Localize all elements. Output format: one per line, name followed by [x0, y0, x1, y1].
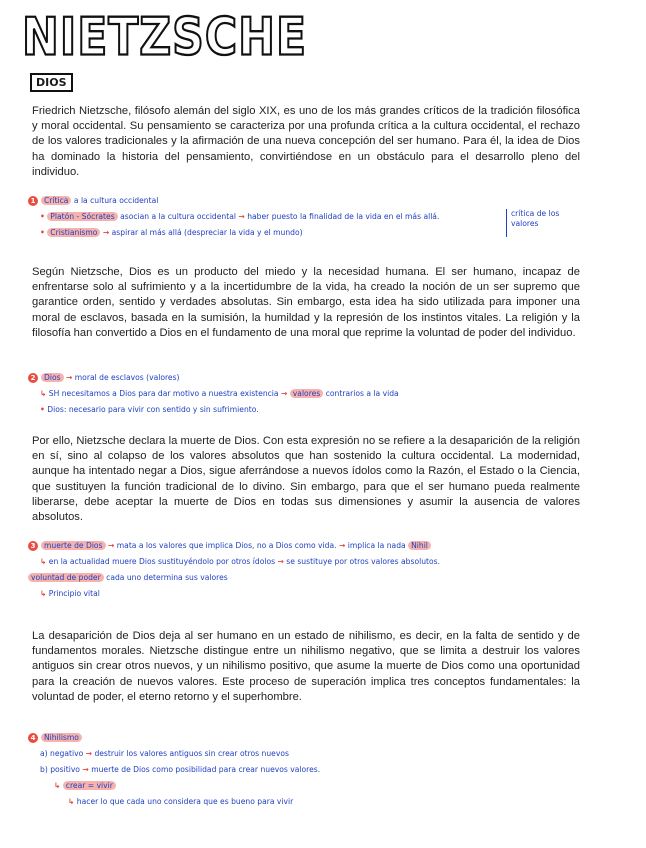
note-text: SH necesitamos a Dios para dar motivo a nuestra existencia	[48, 389, 279, 398]
arrow-right-icon: →	[65, 373, 73, 382]
note-text: b) positivo	[40, 765, 80, 774]
highlight: Nihil	[408, 541, 431, 550]
brace-annotation: crítica de los valores	[506, 209, 571, 237]
note-text: Principio vital	[48, 589, 100, 598]
note-text: asocian a la cultura occidental	[120, 212, 236, 221]
note-text: a la cultura occidental	[73, 196, 159, 205]
note-number: 1	[28, 196, 38, 206]
arrow-right-icon: →	[107, 541, 115, 550]
notes-block-4	[28, 730, 320, 810]
note-line	[28, 778, 320, 794]
note-number: 3	[28, 541, 38, 551]
notes-heading	[28, 538, 440, 554]
note-text: hacer lo que cada uno considera que es bueno para vivir	[76, 797, 294, 806]
highlight: valores	[290, 389, 324, 398]
arrow-right-icon: →	[102, 228, 110, 237]
paragraph-2: Según Nietzsche, Dios es un producto del miedo y la necesidad humana. El ser humano, incapaz de enfrentarse solo al sufrimiento y a la incertidumbre de la vida, ha creado la noción de un ser supremo que garantice orden, sentido y verdades absolutas. Sin embargo, esta idea ha sido utilizada para imponer una moral de esclavos, basada en la sumisión, la humildad y la represión de los instintos vitales. La religión y la filosofía han convertido a Dios en el fundamento de una moral que reprime la voluntad de poder del individuo.	[32, 266, 580, 339]
page-title: NIETZSCHE	[22, 7, 308, 68]
bullet-icon: •	[40, 228, 45, 237]
note-line	[28, 402, 399, 418]
arrow-turn-icon: ↳	[40, 589, 47, 598]
highlight: muerte de Dios	[41, 541, 106, 550]
note-line	[28, 746, 320, 762]
note-text: destruir los valores antiguos sin crear otros nuevos	[94, 749, 289, 758]
note-line	[28, 225, 439, 241]
note-text: mata a los valores que implica Dios, no a Dios como vida.	[116, 541, 337, 550]
note-text: implica la nada	[347, 541, 406, 550]
note-text: a) negativo	[40, 749, 84, 758]
bullet-icon: •	[40, 212, 45, 221]
note-text: moral de esclavos (valores)	[74, 373, 180, 382]
highlight: Dios	[41, 373, 64, 382]
note-text: haber puesto la finalidad de la vida en el más allá.	[247, 212, 440, 221]
note-text: Dios: necesario para vivir con sentido y sin sufrimiento.	[47, 405, 259, 414]
note-line	[28, 554, 440, 570]
paragraph-3: Por ello, Nietzsche declara la muerte de Dios. Con esta expresión no se refiere a la desaparición de la religión en sí, sino al colapso de los valores absolutos que han sostenido la cultura occidental. La modernidad, aunque ha intentado negar a Dios, sigue aferrándose a nuevos ídolos como la Razón, el Estado o la Ciencia, que sustituyen la función tradicional de lo divino. Sin embargo, para que el ser humano pueda realmente liberarse, debe aceptar la muerte de Dios en todas sus dimensiones y asumir la ausencia de valores absolutos.	[32, 435, 580, 524]
paragraph-4: La desaparición de Dios deja al ser humano en un estado de nihilismo, es decir, en la falta de sentido y de fundamentos morales. Nietzsche distingue entre un nihilismo negativo, que se limita a destruir los valores antiguos sin crear otros nuevos, y un nihilismo positivo, que asume la muerte de Dios como una oportunidad para la creación de nuevos valores. Este proceso de superación implica tres conceptos fundamentales: la voluntad de poder, el eterno retorno y el superhombre.	[32, 630, 580, 703]
arrow-turn-icon: ↳	[40, 389, 47, 398]
arrow-turn-icon: ↳	[54, 781, 61, 790]
highlight: Platón - Sócrates	[47, 212, 117, 221]
arrow-right-icon: →	[281, 389, 288, 398]
note-text: en la actualidad muere Dios sustituyéndolo por otros ídolos	[48, 557, 276, 566]
highlight: crear = vivir	[63, 781, 116, 790]
paragraph-1: Friedrich Nietzsche, filósofo alemán del siglo XIX, es uno de los más grandes críticos de la tradición filosófica y moral occidental. Su pensamiento se caracteriza por una profunda crítica a la cultura occidental, el rechazo de los valores tradicionales y la afirmación de una nueva concepción del ser humano. Para él, la idea de Dios ha dominado la historia del pensamiento, convirtiéndose en un obstáculo para el desarrollo pleno del individuo.	[32, 105, 580, 178]
highlight: voluntad de poder	[28, 573, 104, 582]
arrow-right-icon: →	[338, 541, 346, 550]
notes-heading	[28, 370, 399, 386]
notes-heading	[28, 730, 320, 746]
notes-block-2	[28, 370, 399, 418]
highlight: Cristianismo	[47, 228, 100, 237]
note-line	[28, 570, 440, 586]
note-line	[28, 209, 439, 225]
highlight: Crítica	[41, 196, 71, 205]
notes-block-3	[28, 538, 440, 602]
note-text: muerte de Dios como posibilidad para crear nuevos valores.	[91, 765, 321, 774]
notes-heading	[28, 193, 439, 209]
note-text: aspirar al más allá (despreciar la vida y el mundo)	[111, 228, 303, 237]
note-line	[28, 794, 320, 810]
arrow-turn-icon: ↳	[40, 557, 47, 566]
note-line	[28, 762, 320, 778]
section-label: DIOS	[30, 73, 73, 92]
arrow-right-icon: →	[82, 765, 89, 774]
notes-block-1	[28, 193, 560, 241]
note-text: se sustituye por otros valores absolutos.	[286, 557, 441, 566]
highlight: Nihilismo	[41, 733, 82, 742]
arrow-right-icon: →	[238, 212, 245, 221]
note-number: 2	[28, 373, 38, 383]
arrow-right-icon: →	[85, 749, 93, 758]
note-line	[28, 586, 440, 602]
arrow-turn-icon: ↳	[68, 797, 75, 806]
note-text: cada uno determina sus valores	[106, 573, 228, 582]
note-text: contrarios a la vida	[325, 389, 399, 398]
note-number: 4	[28, 733, 38, 743]
bullet-icon: •	[40, 405, 45, 414]
arrow-right-icon: →	[277, 557, 284, 566]
note-line	[28, 386, 399, 402]
